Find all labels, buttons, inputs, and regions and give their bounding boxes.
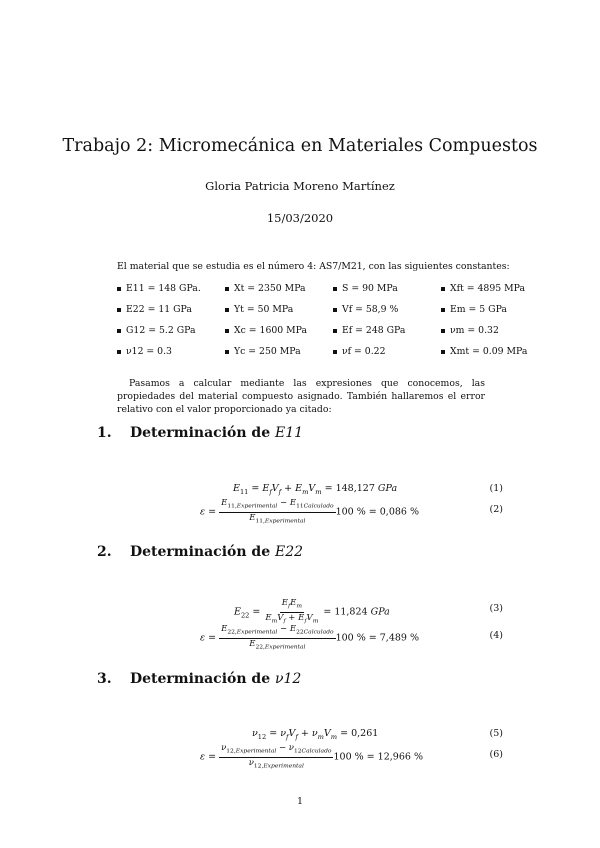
- body-paragraph: Pasamos a calcular mediante las expresiones que conocemos, las propiedades del material compuesto asignado. También hallaremos el error relativo con el valor proporcionado ya citado:: [117, 378, 485, 415]
- constant-item: S = 90 MPa: [333, 283, 443, 304]
- constant-item: Em = 5 GPa: [441, 304, 551, 325]
- constant-item: Yc = 250 MPa: [225, 346, 335, 367]
- equation: $E_{22}$ = $\frac{E_fE_m}{E_mV_f + E_fV_m}$ = 11,824 GPa: [234, 598, 390, 625]
- constant-item: Ef = 248 GPa: [333, 325, 443, 346]
- constant-item: E11 = 148 GPa.: [117, 283, 227, 304]
- section-heading: 2. Determinación de E22: [97, 544, 304, 560]
- constant-item: Xc = 1600 MPa: [225, 325, 335, 346]
- constant-item: Xt = 2350 MPa: [225, 283, 335, 304]
- constant-item: Xft = 4895 MPa: [441, 283, 551, 304]
- equation: $\nu_{12} = \nu_fV_f + \nu_mV_m = 0,261$: [252, 728, 379, 741]
- section-heading: 1. Determinación de E11: [97, 425, 304, 441]
- constant-item: νf = 0.22: [333, 346, 443, 367]
- page-title: Trabajo 2: Micromecánica en Materiales Compuestos: [62, 136, 538, 156]
- equation-number: (2): [489, 504, 503, 515]
- equation: ε = $\frac{E_{11,Experimental} - E_{11Calculado}}{E_{11,Experimental}}$ 100 % = 0,086 %: [200, 498, 420, 525]
- constant-item: νm = 0.32: [441, 325, 551, 346]
- constants-list: [117, 283, 528, 363]
- constant-item: E22 = 11 GPa: [117, 304, 227, 325]
- equation: $E_{11} = E_fV_f + E_mV_m = 148,127$ GPa: [233, 483, 398, 496]
- equation: ε = $\frac{\nu_{12,Experimental} - \nu_{12Calculado}}{\nu_{12,Experimental}}$ 100 % = 12,966 %: [200, 743, 423, 770]
- equation-number: (6): [489, 749, 503, 760]
- equation-number: (1): [489, 483, 503, 494]
- equation: ε = $\frac{E_{22,Experimental} - E_{22Calculado}}{E_{22,Experimental}}$ 100 % = 7,489 %: [200, 624, 420, 651]
- constant-item: Vf = 58,9 %: [333, 304, 443, 325]
- constant-item: Yt = 50 MPa: [225, 304, 335, 325]
- constant-item: ν12 = 0.3: [117, 346, 227, 367]
- intro-text: El material que se estudia es el número 4: AS7/M21, con las siguientes constantes:: [117, 261, 510, 272]
- constant-item: G12 = 5.2 GPa: [117, 325, 227, 346]
- constant-item: Xmt = 0.09 MPa: [441, 346, 551, 367]
- date: 15/03/2020: [266, 211, 334, 225]
- author: Gloria Patricia Moreno Martínez: [205, 179, 395, 193]
- equation-number: (5): [489, 728, 503, 739]
- equation-number: (3): [489, 603, 503, 614]
- page-number: 1: [296, 796, 304, 807]
- equation-number: (4): [489, 630, 503, 641]
- section-heading: 3. Determinación de ν12: [97, 671, 302, 687]
